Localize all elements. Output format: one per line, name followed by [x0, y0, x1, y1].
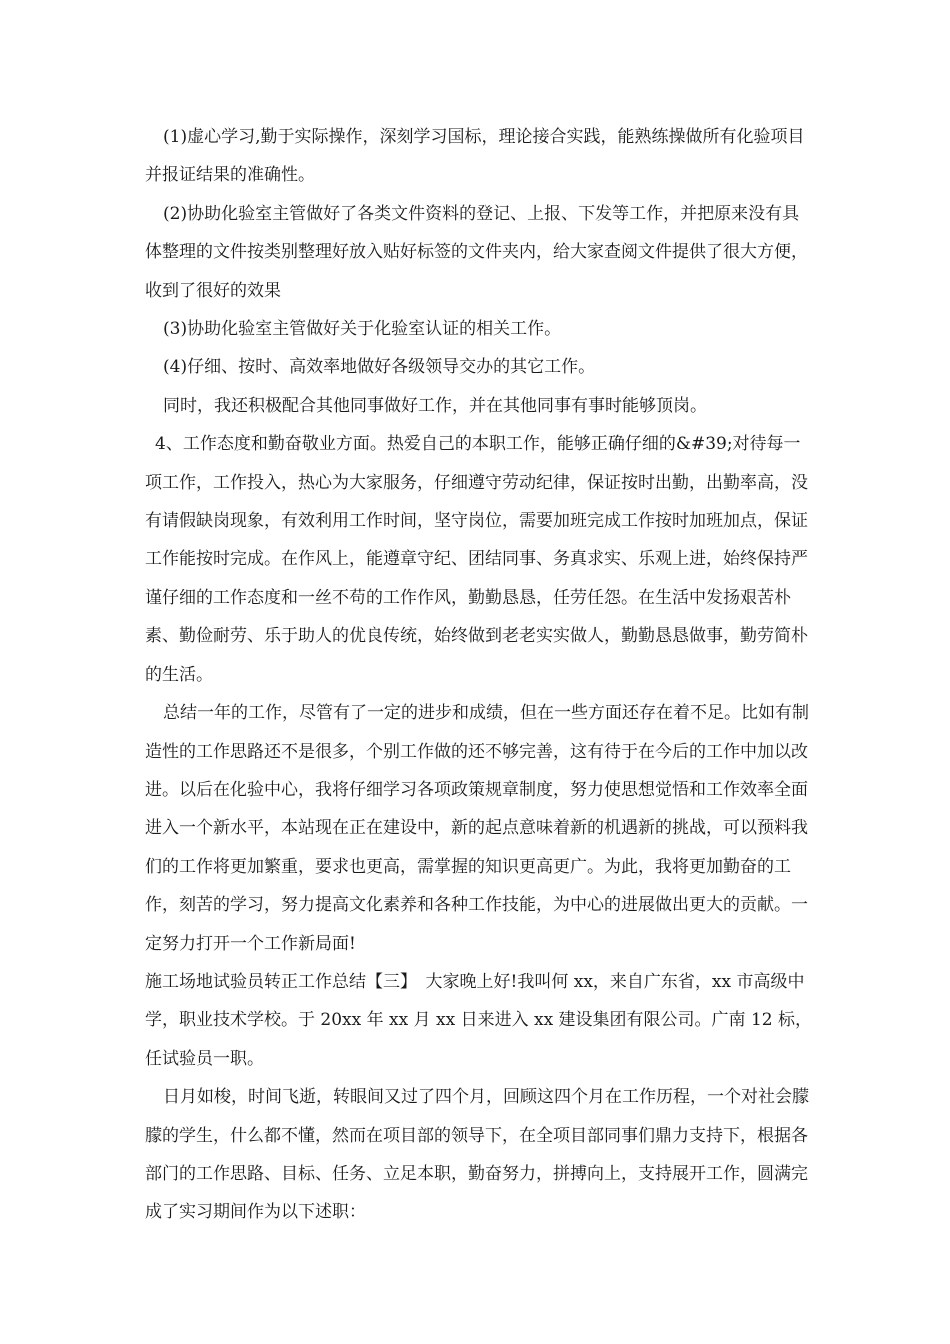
document-body: [145, 118, 815, 1232]
paragraph-work-attitude: 4、工作态度和勤奋敬业方面。热爱自己的本职工作，能够正确仔细的&#39;对待每一项工作，工作投入，热心为大家服务，仔细遵守劳动纪律，保证按时出勤，出勤率高，没有请假缺岗现象，有效利用工作时间，坚守岗位，需要加班完成工作按时加班加点，保证工作能按时完成。在作风上，能遵章守纪、团结同事、务真求实、乐观上进，始终保持严谨仔细的工作态度和一丝不苟的工作作风，勤勤恳恳，任劳任怨。在生活中发扬艰苦朴素、勤俭耐劳、乐于助人的优良传统，始终做到老老实实做人，勤勤恳恳做事，勤劳简朴的生活。: [145, 434, 808, 685]
paragraph-section-three: 施工场地试验员转正工作总结【三】 大家晚上好!我叫何 xx，来自广东省，xx 市高级中学，职业技术学校。于 20xx 年 xx 月 xx 日来进入 xx 建设集团有限公司。广南 12 标，任试验员一职。: [145, 971, 812, 1069]
paragraph-four-months: 日月如梭，时间飞逝，转眼间又过了四个月，回顾这四个月在工作历程，一个对社会朦朦的学生，什么都不懂，然而在项目部的领导下，在全项目部同事们鼎力支持下，根据各部门的工作思路、目标、任务、立足本职，勤奋努力，拼搏向上，支持展开工作，圆满完成了实习期间作为以下述职：: [145, 1087, 809, 1223]
paragraph-item-4: (4)仔细、按时、高效率地做好各级领导交办的其它工作。: [163, 357, 596, 378]
paragraph-item-3: (3)协助化验室主管做好关于化验室认证的相关工作。: [163, 319, 562, 340]
paragraph-item-1: (1)虚心学习,勤于实际操作，深刻学习国标，理论接合实践，能熟练操做所有化验项目并报证结果的准确性。: [145, 127, 805, 186]
paragraph-year-summary: 总结一年的工作，尽管有了一定的进步和成绩，但在一些方面还存在着不足。比如有制造性的工作思路还不是很多，个别工作做的还不够完善，这有待于在今后的工作中加以改进。以后在化验中心，我将仔细学习各项政策规章制度，努力使思想觉悟和工作效率全面进入一个新水平，本站现在正在建设中，新的起点意味着新的机遇新的挑战，可以预料我们的工作将更加繁重，要求也更高，需掌握的知识更高更广。为此，我将更加勤奋的工作，刻苦的学习，努力提高文化素养和各种工作技能，为中心的进展做出更大的贡献。一定努力打开一个工作新局面!: [145, 703, 809, 954]
paragraph-colleagues: 同时，我还积极配合其他同事做好工作，并在其他同事有事时能够顶岗。: [163, 395, 707, 416]
paragraph-item-2: (2)协助化验室主管做好了各类文件资料的登记、上报、下发等工作，并把原来没有具体整理的文件按类别整理好放入贴好标签的文件夹内，给大家查阅文件提供了很大方便，收到了很好的效果: [145, 203, 808, 301]
